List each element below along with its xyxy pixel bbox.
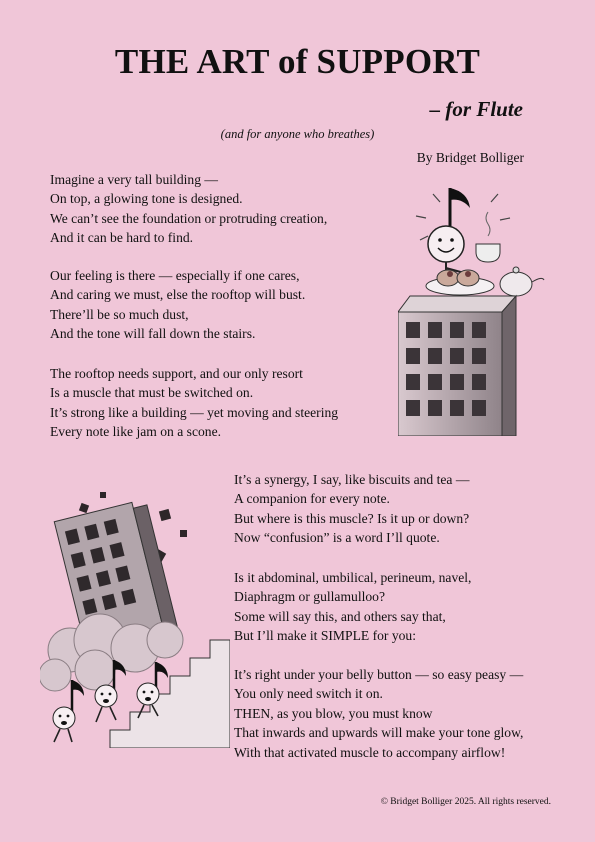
poem-line: And it can be hard to find. xyxy=(50,230,194,246)
poem-line: On top, a glowing tone is designed. xyxy=(50,191,243,207)
poem-line: THEN, as you blow, you must know xyxy=(234,705,433,721)
poem-line: Some will say this, and others say that, xyxy=(234,608,446,624)
poem-line: And the tone will fall down the stairs. xyxy=(50,326,256,342)
poem-line: But where is this muscle? Is it up or down? xyxy=(234,510,470,526)
collapsing-building-illustration xyxy=(40,490,230,748)
poem-line: The rooftop needs support, and our only resort xyxy=(50,366,303,381)
poem-line: It’s a synergy, I say, like biscuits and tea — xyxy=(234,472,470,487)
poem-line: It’s right under your belly button — so easy peasy — xyxy=(234,667,524,682)
poem-line: A companion for every note. xyxy=(234,491,390,507)
poem-line: There’ll be so much dust, xyxy=(50,306,189,322)
poem-line: Is a muscle that must be switched on. xyxy=(50,385,254,401)
poem-line: Is it abdominal, umbilical, perineum, navel, xyxy=(234,570,472,585)
poem-line: It’s strong like a building — yet moving and steering xyxy=(50,404,339,420)
dust-cloud xyxy=(40,614,183,691)
poem-line: And caring we must, else the rooftop will bust. xyxy=(50,287,306,303)
stanza-1 xyxy=(50,170,327,248)
teacup xyxy=(476,212,500,262)
poem-line: You only need switch it on. xyxy=(234,686,383,702)
poem-title: THE ART of SUPPORT xyxy=(114,42,481,81)
poem-line: Diaphragm or gullamulloo? xyxy=(234,589,386,605)
poem-line: That inwards and upwards will make your tone glow, xyxy=(234,725,524,741)
poem-line: With that activated muscle to accompany airflow! xyxy=(234,744,506,760)
stanza-2 xyxy=(50,266,305,344)
author-byline: By Bridget Bolliger xyxy=(416,150,524,165)
copyright-footer: © Bridget Bolliger 2025. All rights reserved. xyxy=(380,797,551,807)
poem-line: Imagine a very tall building — xyxy=(50,172,218,187)
poem-subtitle: – for Flute xyxy=(429,97,523,121)
tall-building xyxy=(398,296,516,436)
poem-line: Now “confusion” is a word I’ll quote. xyxy=(234,530,440,546)
stanza-6 xyxy=(234,665,523,762)
poem-line: Every note like jam on a scone. xyxy=(50,424,221,440)
scones-plate xyxy=(426,270,494,295)
stanza-4 xyxy=(234,470,469,548)
poem-line: We can’t see the foundation or protruding creation, xyxy=(50,210,328,226)
dedication-note: (and for anyone who breathes) xyxy=(220,127,375,141)
poem-line: Our feeling is there — especially if one cares, xyxy=(50,268,300,283)
music-note-character xyxy=(428,188,470,282)
stanza-3 xyxy=(50,364,338,442)
poem-line: But I’ll make it SIMPLE for you: xyxy=(234,628,416,644)
teapot xyxy=(500,267,544,296)
rooftop-tea-illustration xyxy=(398,178,553,436)
stanza-5 xyxy=(234,568,471,646)
